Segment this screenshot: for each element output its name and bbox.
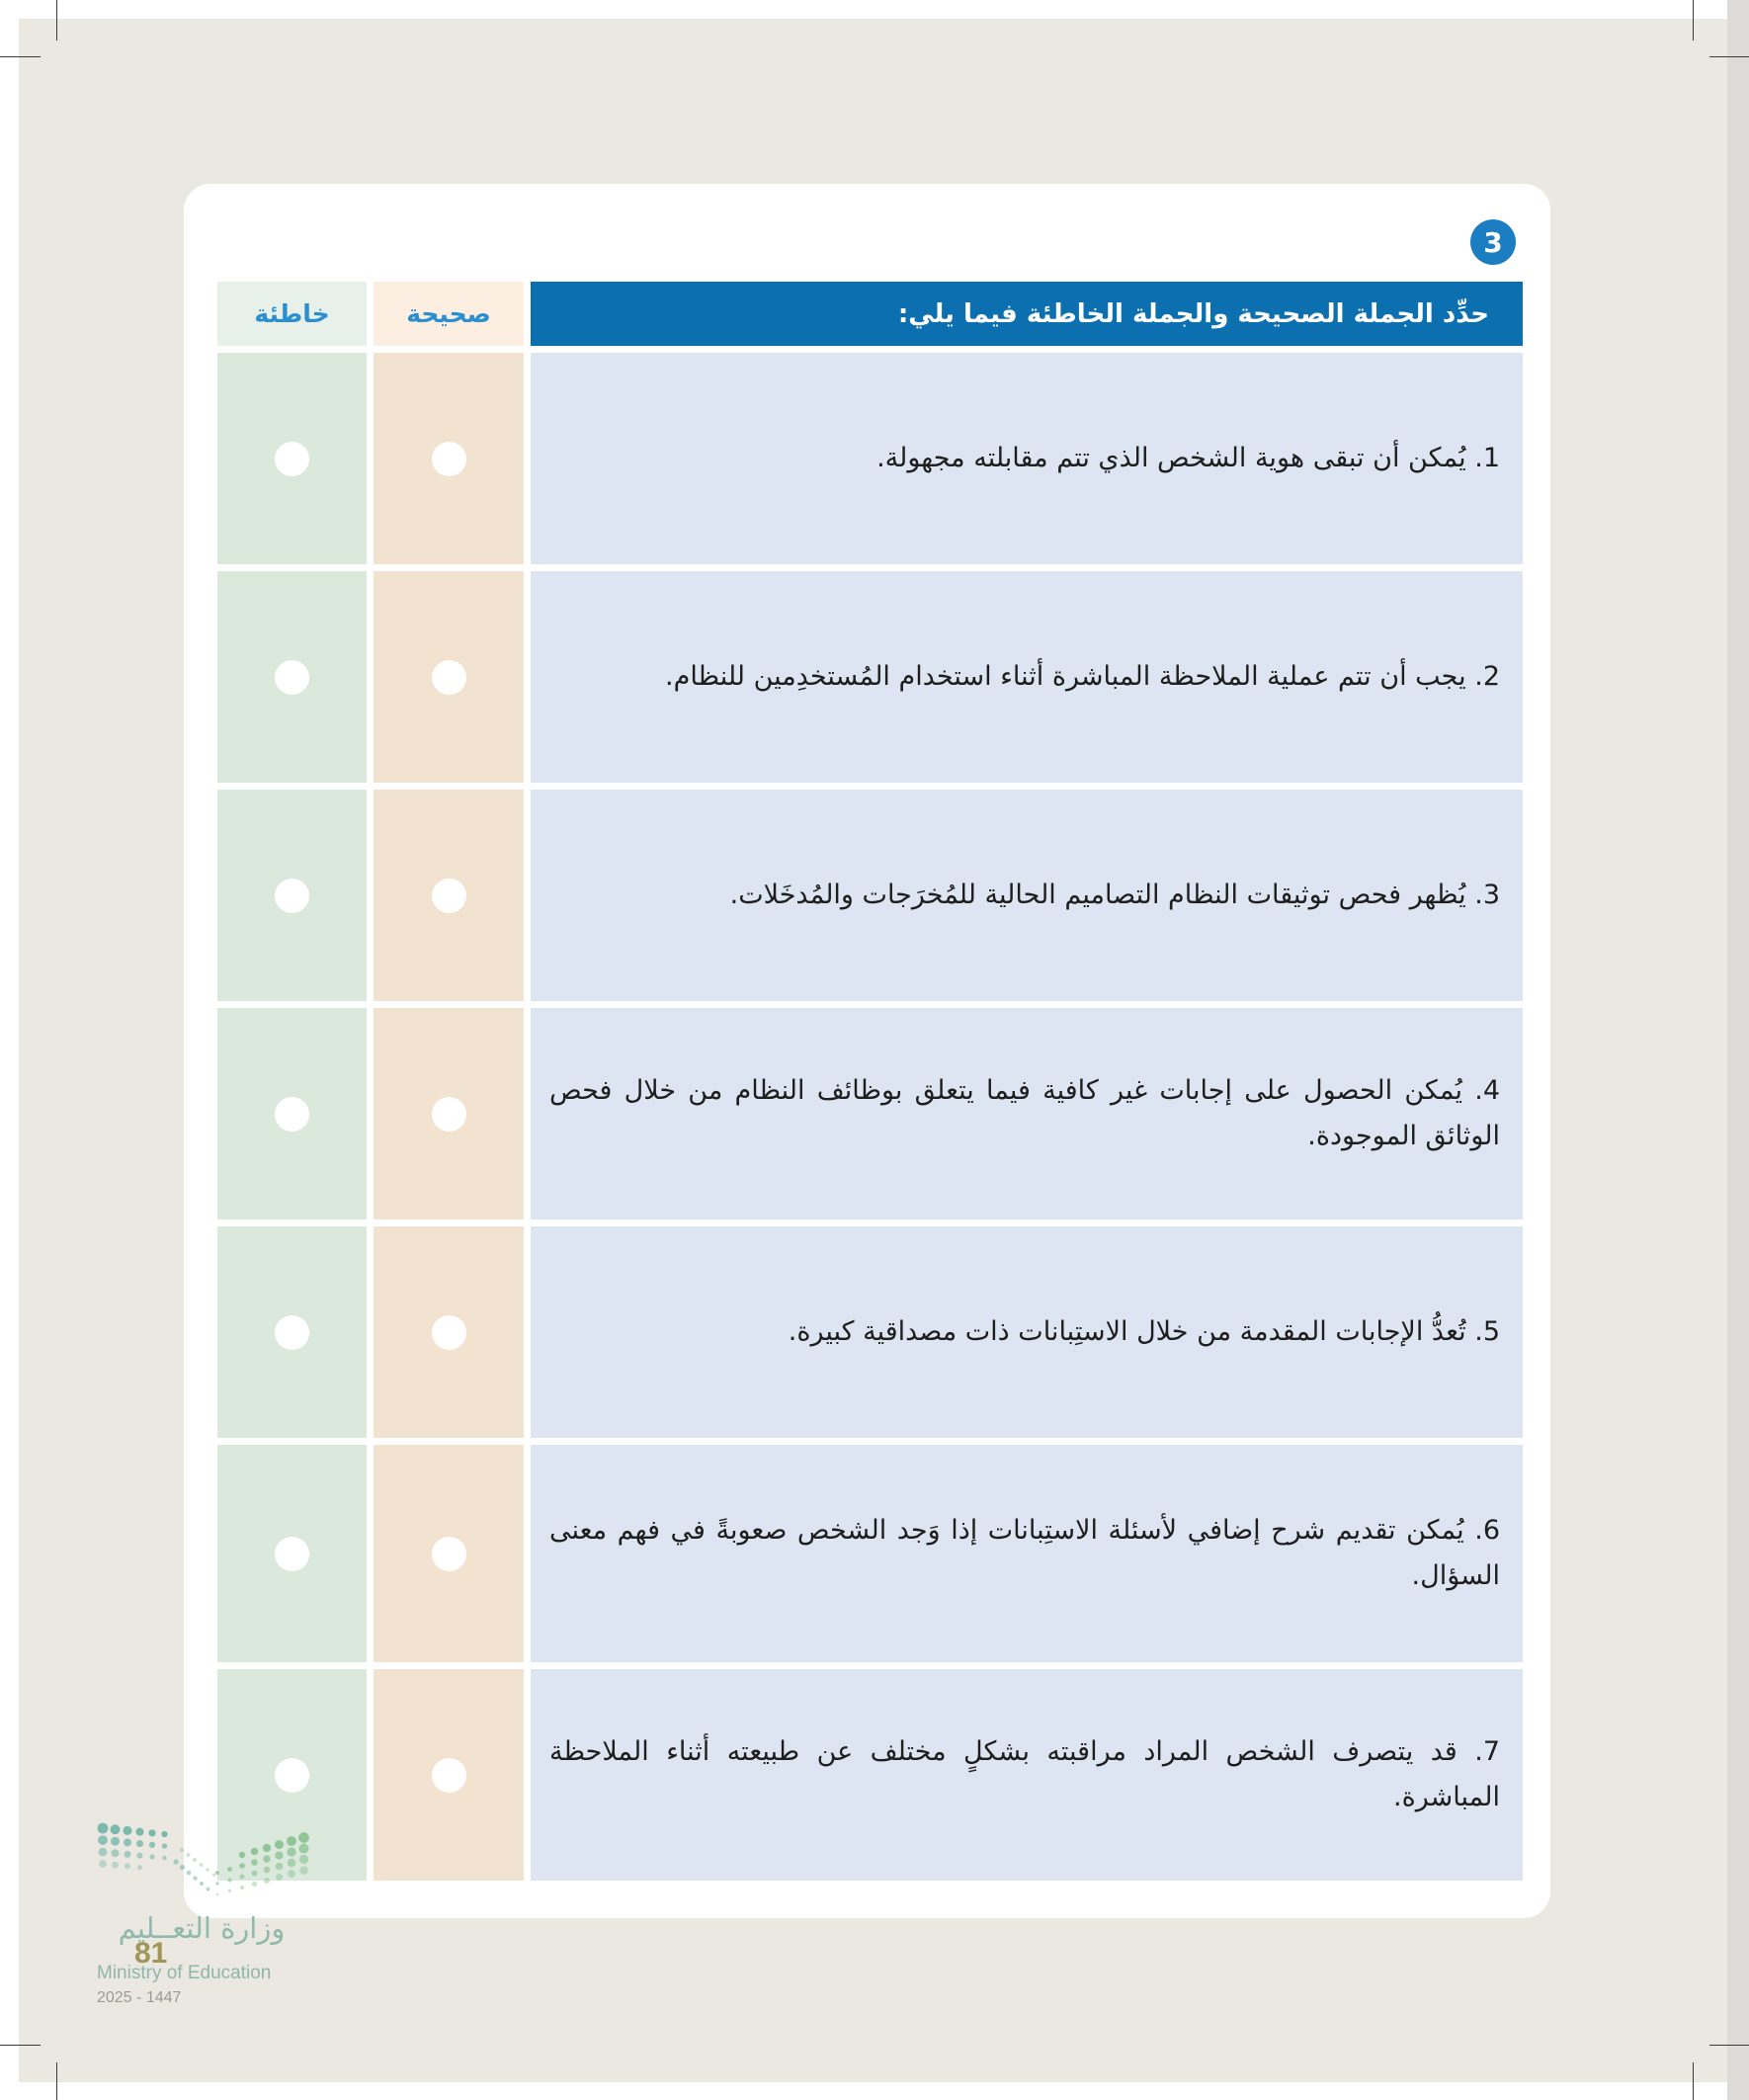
statement-number: 6.	[1474, 1515, 1500, 1546]
logo-dot	[212, 1873, 215, 1876]
logo-dot	[111, 1824, 121, 1834]
logo-dot	[227, 1867, 232, 1872]
logo-dot	[207, 1888, 210, 1891]
logo-dot	[98, 1823, 109, 1834]
logo-dot	[252, 1871, 258, 1877]
page-edge-strip	[1727, 0, 1749, 2100]
logo-dot	[275, 1851, 283, 1859]
crop-mark	[1709, 56, 1749, 57]
statement-text	[549, 1729, 1500, 1820]
statement-number: 7.	[1474, 1736, 1500, 1767]
statement-2	[531, 571, 1523, 783]
logo-dot	[239, 1874, 244, 1879]
false-column-label: خاطئة	[254, 299, 330, 328]
logo-dot	[112, 1862, 119, 1869]
logo-dot	[263, 1844, 271, 1852]
logo-dot	[180, 1848, 184, 1852]
logo-dot	[216, 1893, 219, 1896]
true-cell	[374, 790, 524, 1001]
logo-dot	[288, 1870, 295, 1878]
crop-mark	[0, 2045, 41, 2046]
logo-dot	[125, 1851, 131, 1858]
statement-body: يُمكن أن تبقى هوية الشخص الذي تتم مقابلته مجهولة.	[876, 443, 1466, 473]
instruction-text: حدِّد الجملة الصحيحة والجملة الخاطئة فيما يلي:	[897, 298, 1489, 329]
logo-dot	[193, 1876, 197, 1880]
true-option-3[interactable]	[432, 879, 466, 913]
logo-dot	[298, 1832, 309, 1843]
ministry-name-arabic: وزارة التعــليم	[118, 1911, 286, 1945]
logo-dot	[124, 1838, 131, 1846]
false-option-6[interactable]	[275, 1537, 309, 1571]
logo-dot	[162, 1843, 167, 1848]
logo-dot	[162, 1856, 166, 1860]
statement-number: 4.	[1474, 1075, 1500, 1106]
statement-body: تُعدُّ الإجابات المقدمة من خلال الاستِبانات ذات مصداقية كبيرة.	[788, 1316, 1466, 1347]
false-cell	[217, 790, 367, 1001]
statement-5	[531, 1226, 1523, 1438]
logo-dot	[200, 1863, 204, 1867]
logo-dot	[99, 1860, 107, 1868]
logo-dot	[239, 1863, 245, 1869]
statement-number: 3.	[1474, 880, 1500, 910]
statement-body: يُظهر فحص توثيقات النظام التصاميم الحالية للمُخرَجات والمُدخَلات.	[729, 880, 1466, 910]
true-cell	[374, 353, 524, 564]
logo-dot	[99, 1848, 108, 1857]
false-option-2[interactable]	[275, 660, 309, 695]
logo-dot	[276, 1863, 284, 1871]
crop-mark	[1693, 2062, 1694, 2100]
logo-dot	[193, 1858, 197, 1862]
false-cell	[217, 353, 367, 564]
logo-dot	[136, 1840, 143, 1847]
statement-number: 2.	[1474, 661, 1500, 692]
true-cell	[374, 1445, 524, 1662]
logo-dot	[275, 1840, 284, 1849]
logo-dot	[180, 1865, 185, 1870]
true-column-label: صحيحة	[406, 299, 491, 328]
ministry-name-english: Ministry of Education	[97, 1963, 272, 1983]
logo-dot	[186, 1853, 190, 1857]
true-option-7[interactable]	[432, 1758, 466, 1793]
false-cell	[217, 1226, 367, 1438]
logo-dot	[299, 1855, 308, 1864]
logo-dot	[287, 1836, 296, 1846]
logo-dot	[240, 1886, 244, 1890]
false-column-header	[217, 282, 367, 346]
statement-1	[531, 353, 1523, 564]
logo-dot	[288, 1859, 295, 1867]
true-option-4[interactable]	[432, 1097, 466, 1132]
statement-text	[549, 1068, 1500, 1159]
page-number: 81	[134, 1937, 168, 1970]
true-option-2[interactable]	[432, 660, 466, 695]
true-cell	[374, 1008, 524, 1219]
statement-text	[549, 873, 1500, 918]
true-cell	[374, 1226, 524, 1438]
false-option-4[interactable]	[275, 1097, 309, 1132]
logo-dot	[215, 1871, 219, 1875]
logo-dot	[136, 1853, 142, 1859]
statement-body: يجب أن تتم عملية الملاحظة المباشرة أثناء استخدام المُستخدِمين للنظام.	[665, 661, 1466, 692]
edition-year: 2025 - 1447	[97, 1989, 182, 2006]
statement-body: يُمكن تقديم شرح إضافي لأسئلة الاستِبانات إذا وَجد الشخص صعوبةً في فهم معنى السؤال.	[549, 1515, 1500, 1591]
logo-dot	[187, 1871, 192, 1876]
statement-body: قد يتصرف الشخص المراد مراقبته بشكلٍ مختلف عن طبيعته أثناء الملاحظة المباشرة.	[549, 1736, 1500, 1812]
false-option-7[interactable]	[275, 1758, 309, 1793]
logo-dot	[287, 1847, 295, 1856]
logo-dot	[149, 1854, 154, 1859]
false-cell	[217, 1008, 367, 1219]
statement-text	[549, 654, 1500, 700]
instruction-header	[531, 282, 1523, 346]
logo-dot	[124, 1826, 132, 1835]
logo-dot	[98, 1835, 108, 1845]
false-option-3[interactable]	[275, 879, 309, 913]
crop-mark	[1709, 2045, 1749, 2046]
statement-7	[531, 1669, 1523, 1881]
crop-mark	[1693, 0, 1694, 41]
statement-text	[549, 436, 1500, 481]
true-option-6[interactable]	[432, 1537, 466, 1571]
logo-dot	[264, 1867, 271, 1874]
statement-body: يُمكن الحصول على إجابات غير كافية فيما يتعلق بوظائف النظام من خلال فحص الوثائق الموجودة.	[549, 1075, 1500, 1151]
logo-dot	[111, 1837, 120, 1846]
logo-dot	[299, 1844, 309, 1854]
statement-number: 5.	[1474, 1316, 1500, 1347]
statement-6	[531, 1445, 1523, 1662]
logo-dot	[125, 1863, 130, 1869]
logo-dot	[173, 1859, 178, 1864]
logo-dot	[251, 1859, 258, 1866]
statement-number: 1.	[1474, 443, 1500, 473]
false-option-5[interactable]	[275, 1315, 309, 1350]
true-false-table	[217, 282, 1523, 1881]
logo-dot	[161, 1831, 167, 1837]
logo-dot	[148, 1829, 155, 1836]
ministry-logo-dots	[95, 1818, 312, 1899]
logo-dot	[112, 1849, 120, 1857]
exercise-number-badge: 3	[1470, 219, 1516, 265]
logo-dot	[252, 1882, 257, 1887]
true-option-5[interactable]	[432, 1315, 466, 1350]
crop-mark	[56, 0, 57, 41]
logo-dot	[263, 1855, 270, 1862]
statement-4	[531, 1008, 1523, 1219]
statement-text	[549, 1309, 1500, 1355]
true-cell	[374, 571, 524, 783]
logo-dot	[251, 1848, 258, 1855]
logo-dot	[228, 1890, 232, 1893]
false-option-1[interactable]	[275, 442, 309, 476]
true-column-header	[374, 282, 524, 346]
logo-dot	[299, 1866, 308, 1875]
logo-dot	[215, 1882, 218, 1885]
crop-mark	[0, 56, 41, 57]
false-cell	[217, 1445, 367, 1662]
statement-3	[531, 790, 1523, 1001]
false-cell	[217, 571, 367, 783]
logo-dot	[239, 1852, 245, 1858]
logo-dot	[149, 1842, 155, 1848]
logo-dot	[264, 1878, 270, 1884]
statement-text	[549, 1508, 1500, 1599]
logo-dot	[137, 1865, 142, 1870]
logo-dot	[206, 1868, 208, 1871]
true-option-1[interactable]	[432, 442, 466, 476]
logo-dot	[200, 1882, 204, 1886]
logo-dot	[276, 1874, 283, 1881]
logo-dot	[227, 1878, 231, 1882]
true-cell	[374, 1669, 524, 1881]
logo-dot	[135, 1828, 143, 1836]
crop-mark	[56, 2062, 57, 2100]
